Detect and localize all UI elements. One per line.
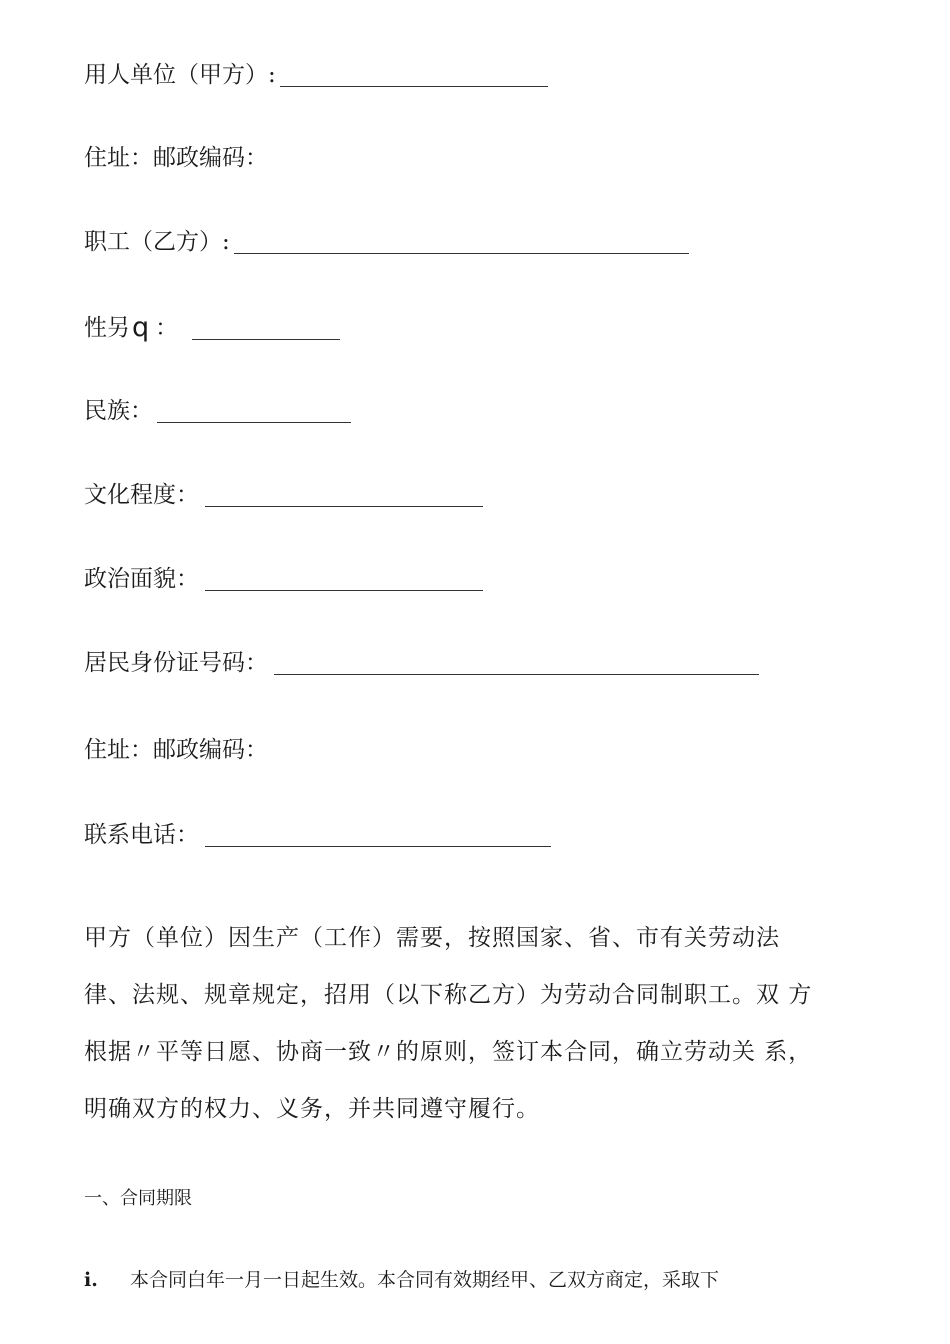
item-text: 本合同白年一月一日起生效。本合同有效期经甲、乙双方商定，采取下 (130, 1269, 720, 1291)
employer-blank[interactable] (280, 86, 548, 87)
ethnicity-field (84, 396, 351, 426)
preamble-line-2: 律、法规、规章规定，招用（以下称乙方）为劳动合同制职工。双 方 (84, 982, 813, 1008)
political-label: 政治面貌： (84, 566, 199, 592)
employee-field (84, 227, 689, 257)
preamble-line-4: 明确双方的权力、义务，并共同遵守履行。 (84, 1096, 540, 1122)
employee-label: 职工（乙方）: (84, 229, 230, 255)
gender-label: 性另 (84, 315, 130, 341)
item-number: i. (84, 1269, 98, 1291)
address-label-2: 住址：邮政编码： (84, 737, 268, 763)
section-title: 一、合同期限 (84, 1188, 192, 1209)
ethnicity-blank[interactable] (157, 422, 351, 423)
employer-label: 用人单位（甲方）: (84, 62, 276, 88)
phone-field (84, 820, 551, 850)
ethnicity-label: 民族： (84, 398, 153, 424)
education-field (84, 480, 483, 510)
employee-blank[interactable] (234, 253, 689, 254)
id-number-field (84, 648, 759, 678)
contract-item-1 (84, 1266, 719, 1294)
gender-field (84, 313, 340, 343)
contract-preamble (84, 910, 884, 1138)
political-blank[interactable] (205, 590, 483, 591)
phone-label: 联系电话： (84, 822, 199, 848)
address-label-1: 住址：邮政编码： (84, 145, 268, 171)
education-label: 文化程度： (84, 482, 199, 508)
gender-glyph: q (132, 312, 150, 343)
gender-colon: ： (155, 315, 179, 341)
address-field-2 (84, 735, 268, 765)
address-field-1 (84, 143, 268, 173)
gender-blank[interactable] (192, 339, 340, 340)
preamble-line-3: 根据〃平等日愿、协商一致〃的原则，签订本合同，确立劳动关 系， (84, 1039, 813, 1065)
id-number-blank[interactable] (274, 674, 759, 675)
phone-blank[interactable] (205, 846, 551, 847)
education-blank[interactable] (205, 506, 483, 507)
political-field (84, 564, 483, 594)
id-number-label: 居民身份证号码： (84, 650, 268, 676)
employer-field (84, 60, 548, 90)
preamble-line-1: 甲方（单位）因生产（工作）需要，按照国家、省、市有关劳动法 (84, 925, 780, 951)
